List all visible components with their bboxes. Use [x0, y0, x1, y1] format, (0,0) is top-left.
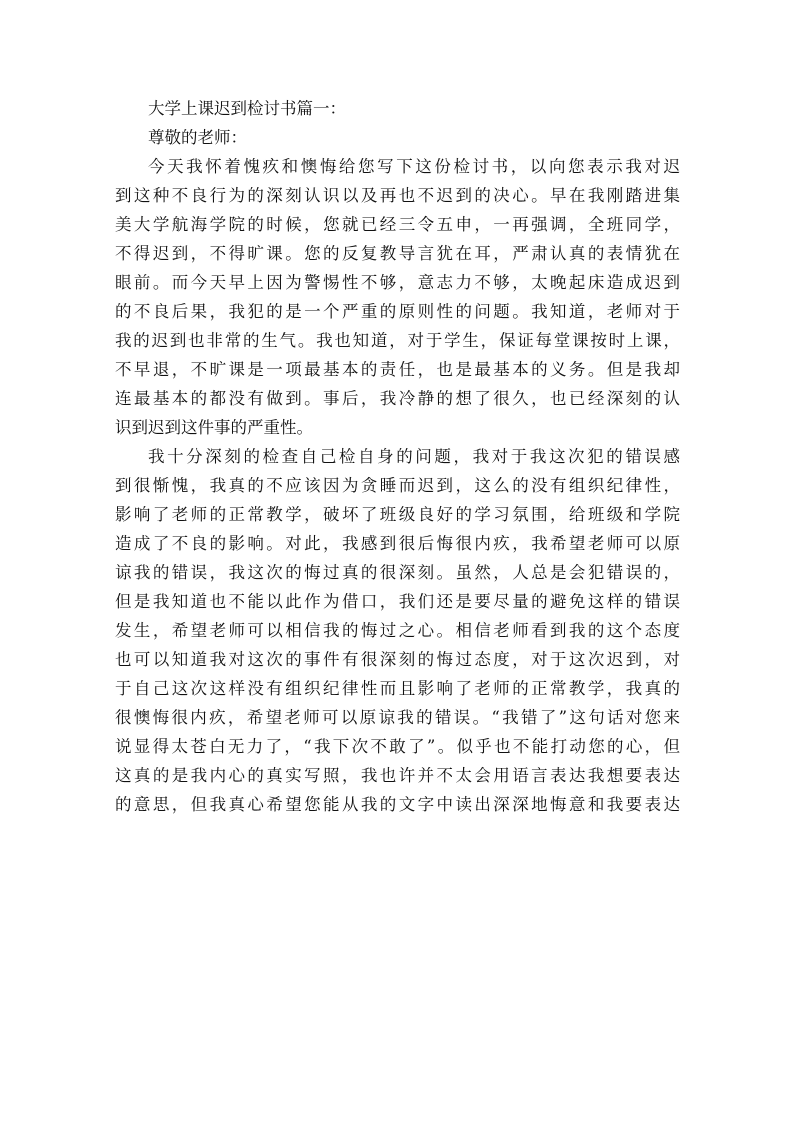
salutation: 尊敬的老师：	[148, 128, 247, 147]
paragraph-line: 的意思，但我真心希望您能从我的文字中读出深深地悔意和我要表达	[115, 795, 680, 814]
paragraph-line: 不早退，不旷课是一项最基本的责任，也是最基本的义务。但是我却	[115, 360, 680, 379]
paragraph-line: 于自己这次这样没有组织纪律性而且影响了老师的正常教学，我真的	[115, 679, 680, 698]
paragraph-line: 今天我怀着愧疚和懊悔给您写下这份检讨书，以向您表示我对迟	[148, 157, 680, 176]
document-page	[115, 94, 680, 819]
paragraph-line: 识到迟到这件事的严重性。	[115, 418, 313, 437]
paragraph-line: 不得迟到，不得旷课。您的反复教导言犹在耳，严肃认真的表情犹在	[115, 244, 680, 263]
paragraph-1	[115, 152, 680, 442]
document-heading: 大学上课迟到检讨书篇一：	[148, 99, 346, 118]
paragraph-line: 美大学航海学院的时候，您就已经三令五申，一再强调，全班同学，	[115, 215, 680, 234]
paragraph-line: 说显得太苍白无力了，“我下次不敢了”。似乎也不能打动您的心，但	[115, 737, 680, 756]
paragraph-2	[115, 442, 680, 819]
paragraph-line: 发生，希望老师可以相信我的悔过之心。相信老师看到我的这个态度	[115, 621, 680, 640]
paragraph-line: 但是我知道也不能以此作为借口，我们还是要尽量的避免这样的错误	[115, 592, 680, 611]
paragraph-line: 到这种不良行为的深刻认识以及再也不迟到的决心。早在我刚踏进集	[115, 186, 680, 205]
paragraph-line: 眼前。而今天早上因为警惕性不够，意志力不够，太晚起床造成迟到	[115, 273, 680, 292]
paragraph-line: 我十分深刻的检查自己检自身的问题，我对于我这次犯的错误感	[148, 447, 680, 466]
paragraph-line: 造成了不良的影响。对此，我感到很后悔很内疚，我希望老师可以原	[115, 534, 680, 553]
paragraph-line: 谅我的错误，我这次的悔过真的很深刻。虽然，人总是会犯错误的，	[115, 563, 680, 582]
paragraph-line: 影响了老师的正常教学，破坏了班级良好的学习氛围，给班级和学院	[115, 505, 680, 524]
paragraph-line: 这真的是我内心的真实写照，我也许并不太会用语言表达我想要表达	[115, 766, 680, 785]
paragraph-line: 的不良后果，我犯的是一个严重的原则性的问题。我知道，老师对于	[115, 302, 680, 321]
paragraph-line: 连最基本的都没有做到。事后，我冷静的想了很久，也已经深刻的认	[115, 389, 680, 408]
paragraph-line: 也可以知道我对这次的事件有很深刻的悔过态度，对于这次迟到，对	[115, 650, 680, 669]
paragraph-line: 到很惭愧，我真的不应该因为贪睡而迟到，这么的没有组织纪律性，	[115, 476, 680, 495]
paragraph-line: 很懊悔很内疚，希望老师可以原谅我的错误。“我错了”这句话对您来	[115, 708, 680, 727]
paragraph-line: 我的迟到也非常的生气。我也知道，对于学生，保证每堂课按时上课，	[115, 331, 680, 350]
